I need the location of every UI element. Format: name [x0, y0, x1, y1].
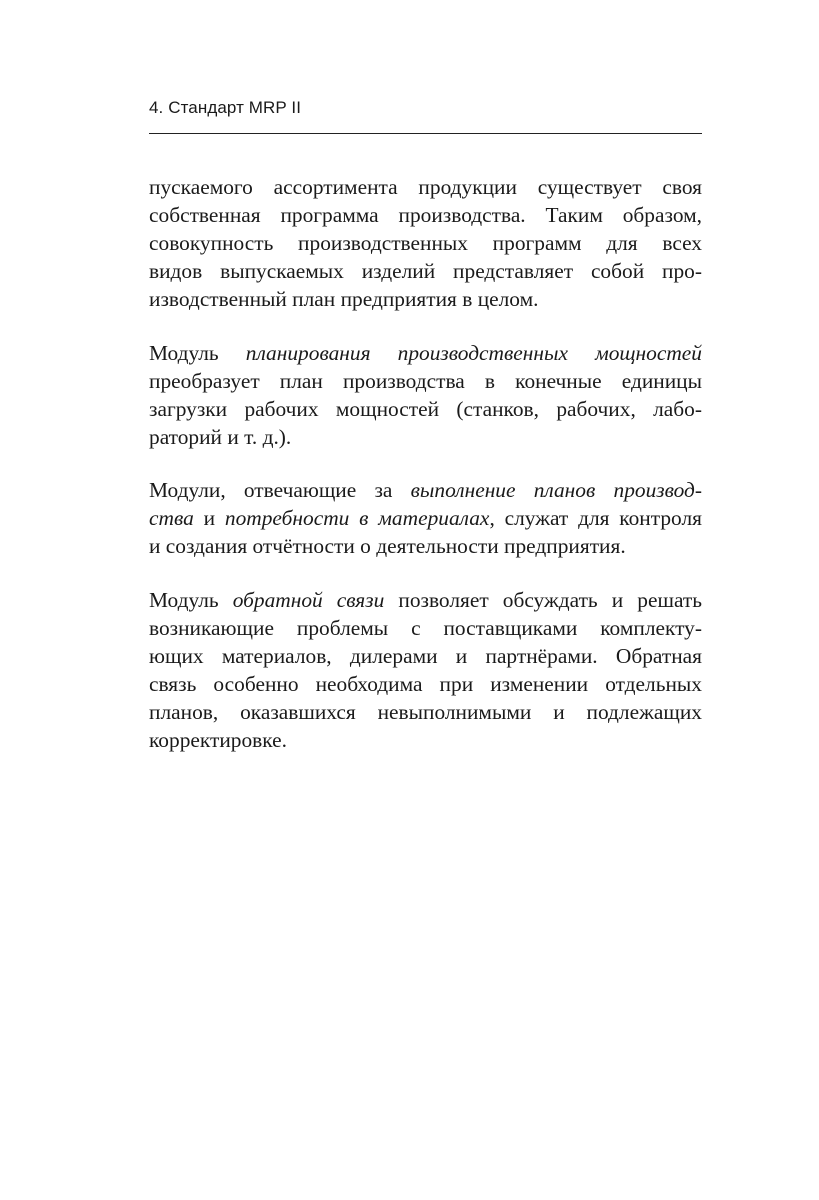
italic-term: выполнение планов производ- [410, 478, 702, 502]
text-run: пускаемого ассортимента продукции существует своя [149, 175, 702, 199]
paragraph [149, 476, 702, 560]
paragraph [149, 173, 702, 313]
text-line [149, 504, 702, 532]
text-run: , служат для контроля [489, 506, 702, 530]
text-run: видов выпускаемых изделий представляет собой про- [149, 259, 702, 283]
text-run: связь особенно необходима при изменении отдельных [149, 671, 702, 696]
text-run: загрузки рабочих мощностей (станков, рабочих, лабо- [149, 396, 702, 421]
text-line [149, 395, 702, 423]
text-run: и создания отчётности о деятельности предприятия. [149, 534, 626, 558]
text-line [149, 614, 702, 642]
text-run: Модуль [149, 340, 246, 365]
text-run: совокупность производственных программ для всех [149, 231, 702, 255]
text-run: раторий и т. д.). [149, 424, 292, 449]
paragraph [149, 339, 702, 451]
text-line [149, 173, 702, 201]
text-line [149, 586, 702, 614]
text-line [149, 201, 702, 229]
running-head: 4. Стандарт MRP II [149, 98, 302, 117]
text-line [149, 285, 702, 313]
text-line [149, 698, 702, 726]
text-run: позволяет обсуждать и решать [384, 587, 702, 612]
text-run: возникающие проблемы с поставщиками комплекту- [149, 615, 702, 640]
text-line [149, 670, 702, 698]
text-line [149, 339, 702, 367]
text-line [149, 532, 702, 560]
text-line [149, 229, 702, 257]
text-line [149, 642, 702, 670]
italic-term: обратной связи [232, 587, 385, 612]
text-run: ющих материалов, дилерами и партнёрами. Обратная [149, 643, 702, 668]
text-line [149, 476, 702, 504]
text-run: и [193, 506, 225, 530]
text-run: планов, оказавшихся невыполнимыми и подлежащих [149, 699, 702, 724]
text-run: Модуль [149, 587, 233, 612]
text-run: изводственный план предприятия в целом. [149, 287, 539, 311]
italic-term: потребности в материалах [224, 506, 490, 530]
text-run: Модули, отвечающие за [149, 478, 411, 502]
paragraph [149, 586, 702, 754]
italic-term: планирования производственных мощностей [245, 340, 702, 365]
text-run: преобразует план производства в конечные единицы [149, 368, 702, 393]
header-rule [149, 133, 702, 134]
text-line [149, 257, 702, 285]
text-line [149, 726, 702, 754]
text-run: корректировке. [149, 727, 287, 752]
body-text [149, 173, 702, 779]
text-line [149, 367, 702, 395]
text-line [149, 423, 702, 451]
italic-term: ства [149, 506, 194, 530]
text-run: собственная программа производства. Таким образом, [149, 203, 702, 227]
